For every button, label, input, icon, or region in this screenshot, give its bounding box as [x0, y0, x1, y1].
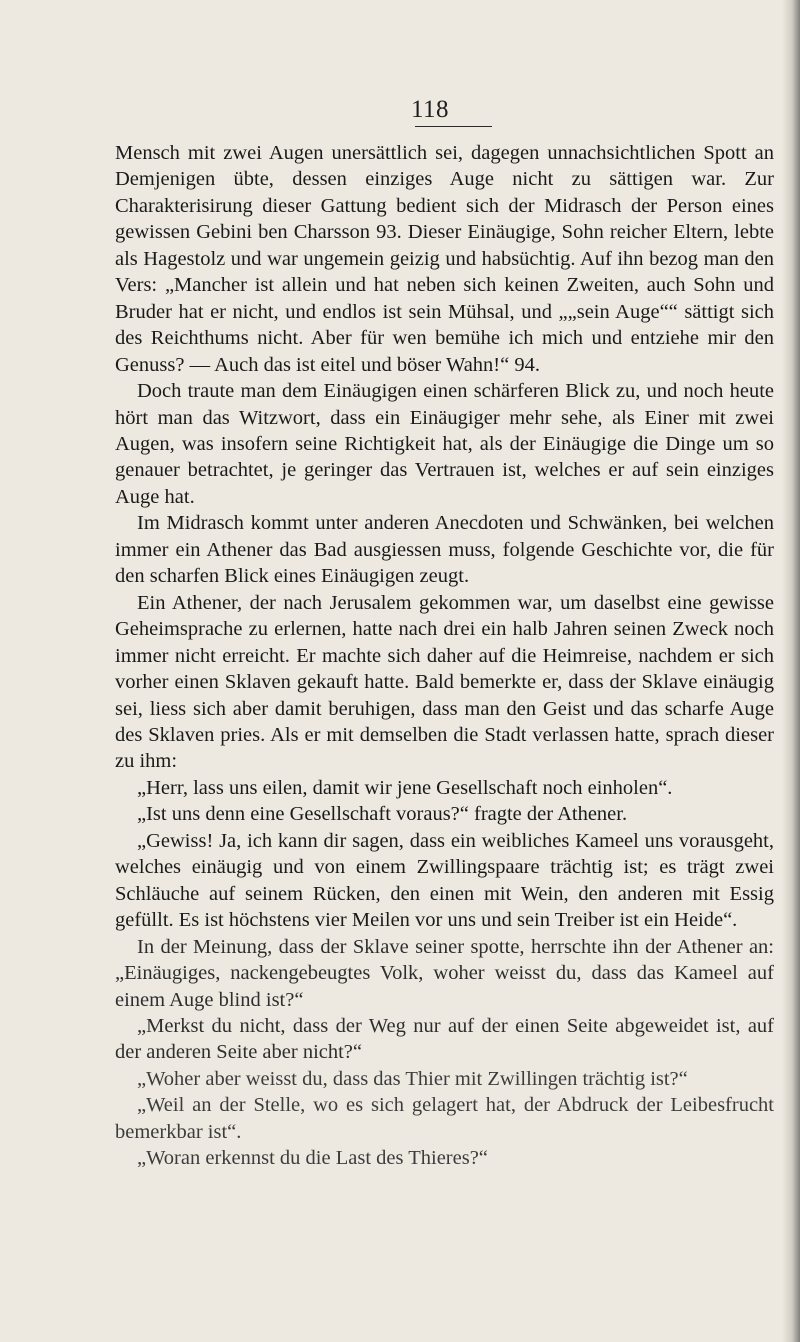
paragraph: „Weil an der Stelle, wo es sich gelagert hat, der Abdruck der Leibesfrucht bemerkbar ist“. [115, 1094, 774, 1143]
paragraph: In der Meinung, dass der Sklave seiner spotte, herrschte ihn der Athener an: „Einäugiges, nackengebeugtes Volk, woher weisst du, dass das Kameel auf einem Auge blind ist?“ [115, 935, 774, 1011]
paragraph: Doch traute man dem Einäugigen einen schärferen Blick zu, und noch heute hört man das Witzwort, dass ein Einäugiger mehr sehe, als Einer mit zwei Augen, was insofern seine Richtigkeit hat, als der Einäugige die Dinge um so genauer betrachtet, je geringer das Vertrauen ist, welches er auf sein einziges Auge hat. [115, 380, 774, 508]
page-number: 118 [410, 96, 450, 123]
page-number-rule [415, 126, 492, 127]
paragraph: „Merkst du nicht, dass der Weg nur auf der einen Seite abgeweidet ist, auf der anderen Seite aber nicht?“ [115, 1014, 774, 1064]
paragraph: „Ist uns denn eine Gesellschaft voraus?“ fragte der Athener. [137, 803, 628, 826]
paragraph: Ein Athener, der nach Jerusalem gekommen war, um daselbst eine gewisse Geheimsprache zu erlernen, hatte nach drei ein halb Jahren seinen Zweck noch immer nicht erreicht. Er machte sich daher auf die Heimreise, nachdem er sich vorher einen Sklaven gekauft hatte. Bald bemerkte er, dass der Sklave einäugig sei, liess sich aber damit beruhigen, dass man den Geist und das scharfe Auge des Sklaven pries. Als er mit demselben die Stadt verlassen hatte, sprach dieser zu ihm: [115, 591, 774, 773]
paragraph: „Gewiss! Ja, ich kann dir sagen, dass ein weibliches Kameel uns vorausgeht, welches einäugig und von einem Zwillingspaare trächtig ist; es trägt zwei Schläuche auf seinem Rücken, den einen mit Wein, den anderen mit Essig gefüllt. Es ist höchstens vier Meilen vor uns und sein Treiber ist ein Heide“. [115, 829, 774, 932]
paragraph: Mensch mit zwei Augen unersättlich sei, dagegen unnachsichtlichen Spott an Demjenigen übte, dessen einziges Auge nicht zu sättigen war. Zur Charakterisirung dieser Gattung bedient sich der Midrasch der Person eines gewissen Gebini ben Charsson 93. Dieser Einäugige, Sohn reicher Eltern, lebte als Hagestolz und war ungemein geizig und habsüchtig. Auf ihn bezog man den Vers: „Mancher ist allein und hat neben sich keinen Zweiten, auch Sohn und Bruder hat er nicht, und endlos ist sein Mühsal, und „„sein Auge““ sättigt sich des Reichthums nicht. Aber für wen bemühe ich mich und entziehe mir den Genuss? — Auch das ist eitel und böser Wahn!“ 94. [115, 142, 774, 376]
body-text [115, 140, 774, 1172]
paragraph: Im Midrasch kommt unter anderen Anecdoten und Schwänken, bei welchen immer ein Athener das Bad ausgiessen muss, folgende Geschichte vor, die für den scharfen Blick eines Einäugigen zeugt. [115, 512, 774, 588]
paragraph: „Woran erkennst du die Last des Thieres?“ [137, 1147, 488, 1170]
paragraph: „Herr, lass uns eilen, damit wir jene Gesellschaft noch einholen“. [137, 776, 673, 799]
paragraph: „Woher aber weisst du, dass das Thier mit Zwillingen trächtig ist?“ [137, 1067, 688, 1090]
page-edge-shadow [782, 0, 800, 1342]
